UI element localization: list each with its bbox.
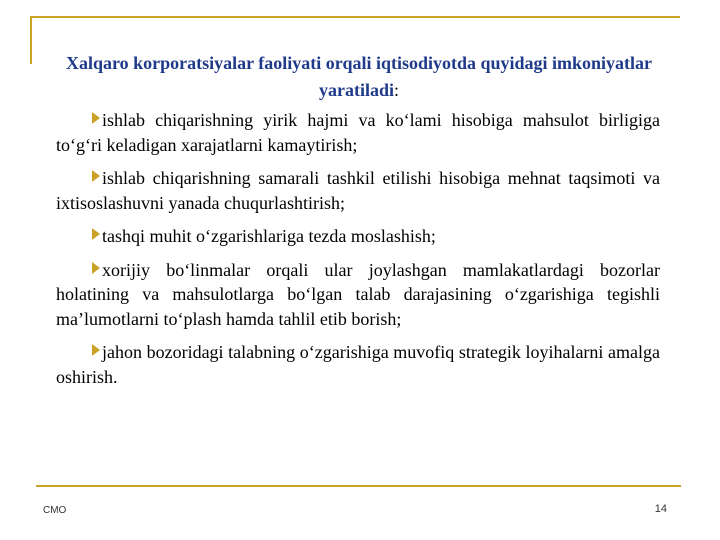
list-item bbox=[56, 166, 660, 215]
slide-title-text: Xalqaro korporatsiyalar faoliyati orqali iqtisodiyotda quyidagi imkoniyatlar yaratiladi bbox=[65, 53, 653, 100]
list-item-text: xorijiy bo‘linmalar orqali ular joylashgan mamlakatlardagi bozorlar holatining va mahsulotlarga bo‘lgan talab darajasining o‘zgarishiga tegishli ma’lumotlarni to‘plash hamda tahlil etib borish; bbox=[56, 259, 660, 329]
left-border-line bbox=[30, 16, 32, 64]
page-number: 14 bbox=[654, 503, 667, 515]
arrow-bullet-icon bbox=[92, 228, 100, 240]
list-item bbox=[56, 108, 660, 157]
footer-label: CMO bbox=[43, 505, 67, 516]
arrow-bullet-icon bbox=[92, 112, 100, 124]
arrow-bullet-icon bbox=[92, 170, 100, 182]
list-item bbox=[56, 258, 660, 332]
bottom-border-line bbox=[36, 485, 681, 487]
list-item-text: ishlab chiqarishning samarali tashkil etilishi hisobiga mehnat taqsimoti va ixtisoslashuvni yanada chuqurlashtirish; bbox=[56, 168, 660, 213]
arrow-bullet-icon bbox=[92, 262, 100, 274]
list-item bbox=[56, 340, 660, 389]
top-border-line bbox=[30, 16, 680, 18]
slide-title-colon: : bbox=[393, 80, 399, 100]
list-item-text: ishlab chiqarishning yirik hajmi va ko‘lami hisobiga mahsulot birligiga to‘g‘ri keladigan xarajatlarni kamaytirish; bbox=[56, 110, 660, 155]
list-item bbox=[56, 224, 660, 249]
slide-title bbox=[58, 50, 660, 104]
arrow-bullet-icon bbox=[92, 344, 100, 356]
list-item-text: jahon bozoridagi talabning o‘zgarishiga muvofiq strategik loyihalarni amalga oshirish. bbox=[56, 342, 660, 387]
bullet-list bbox=[56, 108, 660, 398]
list-item-text: tashqi muhit o‘zgarishlariga tezda moslashish; bbox=[102, 226, 436, 246]
